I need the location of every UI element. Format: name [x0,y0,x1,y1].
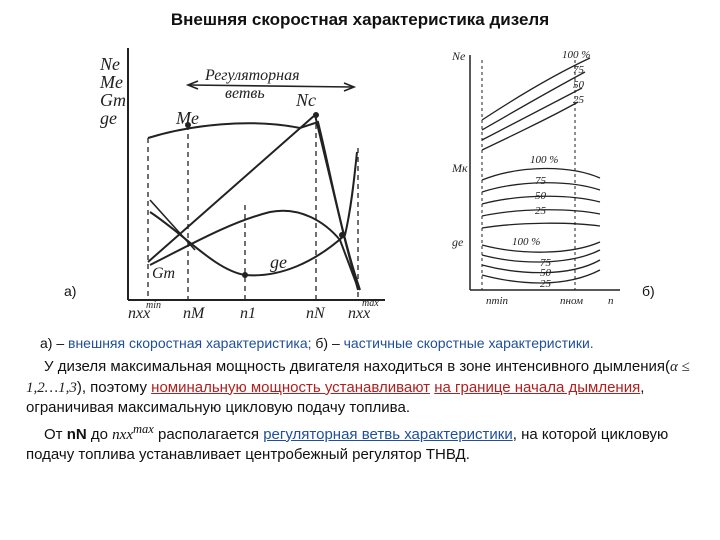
fig-a-dashed-verticals [148,115,358,300]
fig-a-xlabel-nm: nM [183,305,205,322]
fig-b-mk-50: 50 [535,190,546,202]
fig-a-xlabel-min-sup: min [146,300,161,311]
fig-a-xlabel-nxx-min: nхх [128,305,151,322]
fig-a-ylabel-ne: Ne [100,54,120,74]
caption-a-text: внешняя скоростная характеристика; [68,335,312,351]
p2-text-4: , на которой цикловую подачу топлива устанавливает центробежный регулятор ТНВД. [26,425,669,463]
p2-blue: регуляторная ветвь характеристики [263,425,513,443]
figure-a-label: а) [64,283,77,299]
paragraph-2 [26,419,716,466]
caption-b-prefix: б) – [315,335,344,351]
fig-b-ne-25: 25 [573,94,584,106]
fig-a-curve-ne [148,115,358,290]
fig-b-xlabel-n: n [608,295,614,307]
fig-a-label-ge: ge [270,252,287,272]
p1-text-2: ), поэтому [76,378,152,396]
fig-a-curve-ge [150,152,357,275]
fig-b-ge-25: 25 [540,278,551,290]
fig-b-ne-100: 100 % [562,49,591,61]
caption-b-text: частичные скорстные характеристики. [343,335,594,351]
fig-b-ylabel-mk: Mк [452,161,468,175]
fig-b-ne-50: 50 [573,79,584,91]
fig-b-ge-75: 75 [540,257,551,269]
p1-formula: α ≤ 1,2…1,3 [26,359,690,396]
fig-a-curve-me [148,122,360,290]
fig-b-xlabel-nmin: nmin [486,295,508,307]
p1-text-1: У дизеля максимальная мощность двигателя находиться в зоне интенсивного дымления( [44,358,671,375]
fig-a-xlabel-max-sup: max [362,298,379,309]
fig-a-marker-cross [339,232,345,238]
p1-text-3: , ограничивая максимальную цикловую подачу топлива. [26,378,645,416]
fig-a-ylabel-me: Me [100,72,123,92]
fig-b-ylabel-ne: Nе [452,49,466,63]
p2-nxx: nxx [112,426,133,443]
fig-b-xlabel-nnom: nном [560,295,584,307]
fig-a-marker-ge [242,272,248,278]
figure-b-label: б) [642,283,655,299]
fig-a-label-ne: Nc [296,90,316,110]
figure-b-axes [470,55,620,290]
p2-text-3: располагается [153,425,264,443]
p2-text-2: до [86,425,113,443]
fig-a-ylabel-gt: Gт [100,90,126,110]
fig-b-ne-75: 75 [573,64,584,76]
fig-b-ge-50: 50 [540,267,551,279]
fig-a-label-gt: Gт [152,265,176,282]
fig-b-mk-75: 75 [535,175,546,187]
fig-a-xlabel-nn: nN [306,305,325,322]
fig-a-label-me: Me [176,108,199,128]
fig-b-mk-25: 25 [535,205,546,217]
fig-b-ylabel-ge: gе [452,235,464,249]
body-text [26,357,716,466]
fig-a-regulator-label-1: Регуляторная [205,67,300,84]
p2-text-1: От [44,425,67,443]
fig-b-ge-100: 100 % [512,236,541,248]
caption-a-prefix: а) – [40,335,69,351]
paragraph-1 [26,357,716,419]
fig-a-regulator-label-2: ветвь [225,85,265,102]
fig-b-mk-100: 100 % [530,154,559,166]
fig-a-xlabel-nxx-max: nхх [348,305,371,322]
figure-caption [40,335,594,351]
page-title: Внешняя скоростная характеристика дизеля [170,10,550,29]
p1-red-2: на границе начала дымления [434,378,641,396]
p2-nn: nN [66,425,87,443]
fig-a-marker-ne [313,112,319,118]
fig-a-xlabel-n1: n1 [240,305,256,322]
fig-a-ylabel-ge: ge [100,108,117,128]
p2-nxx-sup: max [132,421,154,436]
p1-red-1: номинальную мощность устанавливают [151,378,431,396]
